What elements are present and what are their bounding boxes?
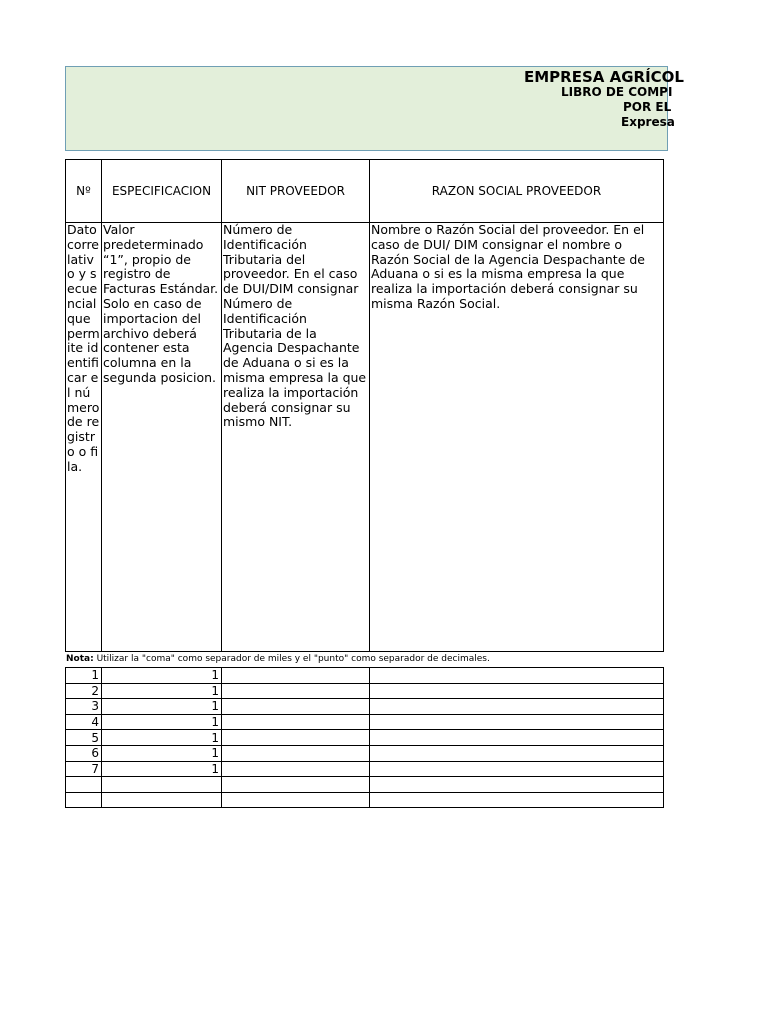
cell-nit[interactable] — [222, 730, 370, 746]
cell-nit[interactable] — [222, 761, 370, 777]
cell-no[interactable]: 3 — [66, 699, 102, 715]
cell-no[interactable]: 2 — [66, 683, 102, 699]
header-nit-proveedor: NIT PROVEEDOR — [222, 160, 370, 223]
header-especificacion: ESPECIFICACION — [102, 160, 222, 223]
cell-especificacion[interactable]: 1 — [102, 730, 222, 746]
spec-description-row — [66, 223, 664, 652]
note-text: Utilizar la "coma" como separador de miles y el "punto" como separador de decimales. — [93, 654, 490, 664]
header-razon-social: RAZON SOCIAL PROVEEDOR — [370, 160, 664, 223]
desc-nit-proveedor: Número de Identificación Tributaria del proveedor. En el caso de DUI/DIM consignar Número de Identificación Tributaria de la Agencia Despachante de Aduana o si es la misma empresa la que realiza la importación deberá consignar su mismo NIT. — [222, 223, 370, 652]
table-row — [66, 730, 664, 746]
cell-no[interactable]: 1 — [66, 668, 102, 684]
spec-header-row — [66, 160, 664, 223]
cell-razon-social[interactable] — [370, 699, 664, 715]
cell-razon-social[interactable] — [370, 792, 664, 808]
header-no: Nº — [66, 160, 102, 223]
cell-especificacion[interactable]: 1 — [102, 668, 222, 684]
desc-razon-social: Nombre o Razón Social del proveedor. En el caso de DUI/ DIM consignar el nombre o Razón Social de la Agencia Despachante de Aduana o si es la misma empresa la que realiza la importación deberá consignar su misma Razón Social. — [370, 223, 664, 652]
note-label: Nota: — [66, 654, 94, 664]
cell-no[interactable]: 4 — [66, 714, 102, 730]
cell-especificacion[interactable]: 1 — [102, 761, 222, 777]
cell-nit[interactable] — [222, 745, 370, 761]
period-line: POR EL — [623, 100, 672, 114]
cell-no[interactable]: 5 — [66, 730, 102, 746]
cell-nit[interactable] — [222, 683, 370, 699]
header-box — [65, 66, 684, 151]
cell-nit[interactable] — [222, 699, 370, 715]
table-row — [66, 714, 664, 730]
cell-no[interactable]: 7 — [66, 761, 102, 777]
cell-nit[interactable] — [222, 714, 370, 730]
cell-especificacion[interactable]: 1 — [102, 683, 222, 699]
cell-no[interactable] — [66, 777, 102, 793]
table-row — [66, 792, 664, 808]
cell-especificacion[interactable]: 1 — [102, 714, 222, 730]
company-title: EMPRESA AGRÍCOL — [524, 68, 684, 86]
cell-especificacion[interactable]: 1 — [102, 699, 222, 715]
cell-especificacion[interactable] — [102, 792, 222, 808]
specification-table — [65, 159, 664, 652]
table-row — [66, 761, 664, 777]
book-title: LIBRO DE COMPI — [561, 85, 673, 99]
desc-especificacion: Valor predeterminado “1”, propio de registro de Facturas Estándar. Solo en caso de importacion del archivo deberá contener esta columna en la segunda posicion. — [102, 223, 222, 652]
table-row — [66, 683, 664, 699]
cell-no[interactable] — [66, 792, 102, 808]
table-row — [66, 668, 664, 684]
cell-nit[interactable] — [222, 777, 370, 793]
cell-razon-social[interactable] — [370, 777, 664, 793]
cell-especificacion[interactable]: 1 — [102, 745, 222, 761]
cell-razon-social[interactable] — [370, 730, 664, 746]
cell-razon-social[interactable] — [370, 745, 664, 761]
note — [66, 654, 490, 664]
cell-razon-social[interactable] — [370, 683, 664, 699]
cell-nit[interactable] — [222, 668, 370, 684]
cell-razon-social[interactable] — [370, 761, 664, 777]
cell-nit[interactable] — [222, 792, 370, 808]
table-row — [66, 777, 664, 793]
cell-especificacion[interactable] — [102, 777, 222, 793]
table-row — [66, 699, 664, 715]
data-table — [65, 667, 664, 808]
cell-razon-social[interactable] — [370, 668, 664, 684]
currency-line: Expresa — [621, 115, 675, 129]
desc-no: Dato correlativo y secuencial que permite identificar el número de registro o fila. — [66, 223, 102, 652]
cell-razon-social[interactable] — [370, 714, 664, 730]
table-row — [66, 745, 664, 761]
cell-no[interactable]: 6 — [66, 745, 102, 761]
